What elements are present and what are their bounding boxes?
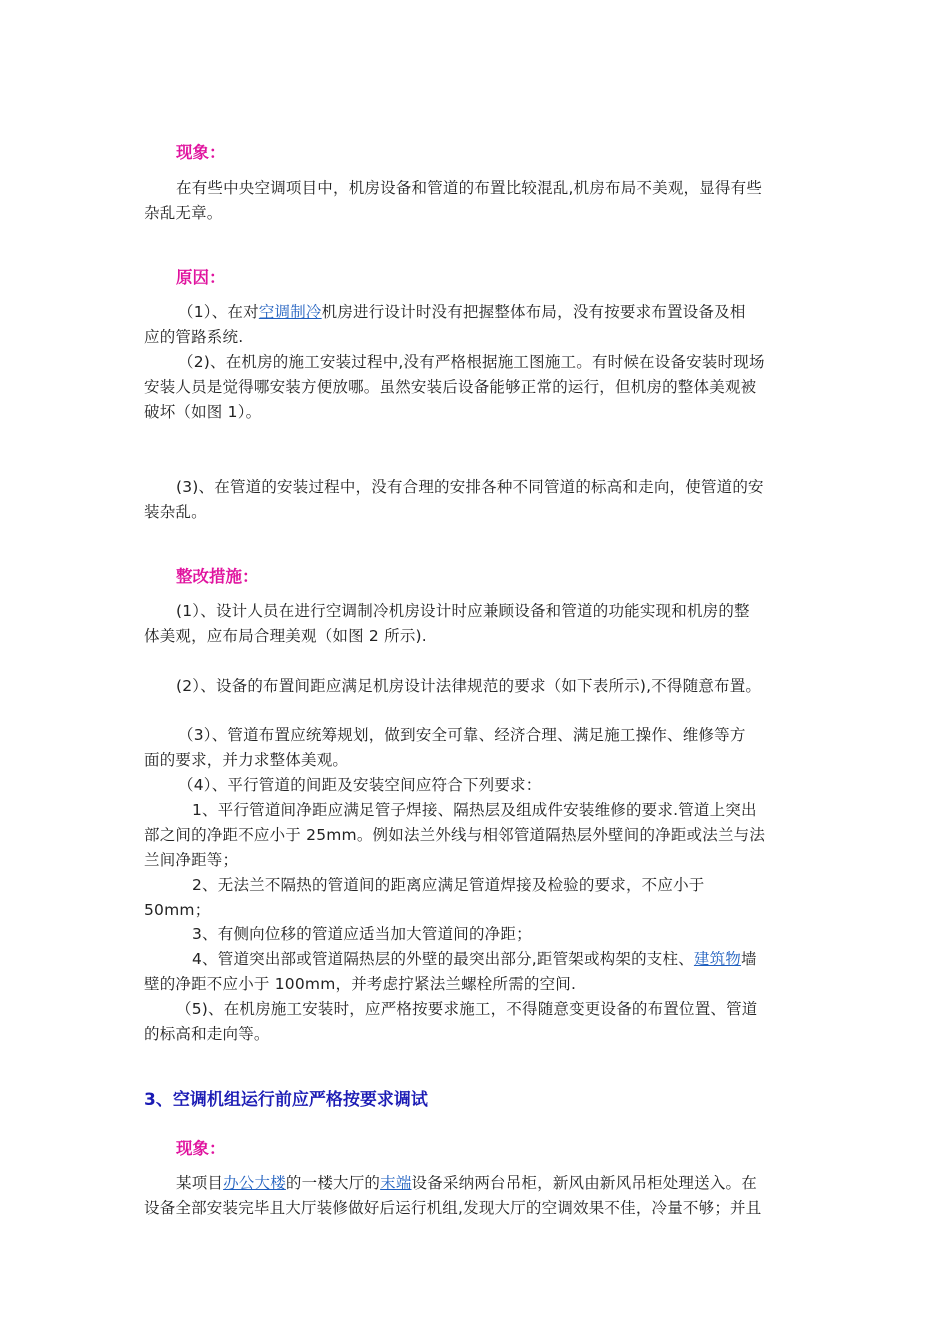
section-3-text-2: 的一楼大厅的 — [285, 1174, 381, 1192]
requirement-1-line-1: 1、平行管道间净距应满足管子焊接、隔热层及组成件安装维修的要求.管道上突出 — [192, 801, 757, 819]
phenomenon-line-2: 杂乱无章。 — [144, 204, 223, 222]
phenomenon-line-1: 在有些中央空调项目中，机房设备和管道的布置比较混乱,机房布局不美观，显得有些 — [176, 179, 763, 197]
requirement-4-suffix: 墙 — [741, 950, 757, 968]
measure-5-line-2: 的标高和走向等。 — [144, 1025, 270, 1043]
measure-3-line-1: （3）、管道布置应统筹规划，做到安全可靠、经济合理、满足施工操作、维修等方 — [178, 726, 746, 744]
cause-1-prefix: （1）、在对 — [178, 303, 259, 321]
heading-cause: 原因： — [176, 268, 226, 287]
requirement-1-line-3: 兰间净距等； — [144, 851, 239, 869]
section-3-line-2: 设备全部安装完毕且大厅装修做好后运行机组,发现大厅的空调效果不佳，冷量不够；并且 — [144, 1199, 762, 1217]
requirement-3: 3、有侧向位移的管道应适当加大管道间的净距； — [192, 925, 532, 943]
cause-1-suffix: 机房进行设计时没有把握整体布局，没有按要求布置设备及相 — [321, 303, 746, 321]
cause-1-line-1 — [178, 300, 746, 324]
measure-2: (2）、设备的布置间距应满足机房设计法律规范的要求（如下表所示),不得随意布置。 — [176, 677, 762, 695]
requirement-4-line-2: 壁的净距不应小于 100mm，并考虑拧紧法兰螺栓所需的空间. — [144, 975, 577, 993]
link-terminal[interactable]: 末端 — [380, 1174, 412, 1192]
heading-measures: 整改措施： — [176, 567, 259, 586]
measure-3-line-2: 面的要求，并力求整体美观。 — [144, 751, 349, 769]
section-3-text-1: 某项目 — [176, 1174, 224, 1192]
requirement-2-line-2: 50mm； — [144, 901, 211, 919]
cause-3-line-2: 装杂乱。 — [144, 503, 207, 521]
link-air-conditioning-refrigeration[interactable]: 空调制冷 — [258, 303, 322, 321]
link-office-building[interactable]: 办公大楼 — [223, 1174, 286, 1192]
measure-1-line-2: 体美观，应布局合理美观（如图 2 所示). — [144, 627, 427, 645]
measure-1-line-1: (1）、设计人员在进行空调制冷机房设计时应兼顾设备和管道的功能实现和机房的整 — [176, 602, 750, 620]
heading-phenomenon: 现象： — [176, 143, 226, 162]
cause-1-line-2: 应的管路系统. — [144, 328, 244, 346]
cause-3-line-1: (3)、在管道的安装过程中，没有合理的安排各种不同管道的标高和走向，使管道的安 — [176, 478, 764, 496]
requirement-4-prefix: 4、管道突出部或管道隔热层的外壁的最突出部分,距管架或构架的支柱、 — [192, 950, 694, 968]
cause-2-line-1: （2)、在机房的施工安装过程中,没有严格根据施工图施工。有时候在设备安装时现场 — [178, 353, 765, 371]
section-3-heading-phenomenon: 现象： — [176, 1139, 226, 1158]
section-3-text-3: 设备采纳两台吊柜，新风由新风吊柜处理送入。在 — [411, 1174, 757, 1192]
measure-5-line-1: （5)、在机房施工安装时，应严格按要求施工，不得随意变更设备的布置位置、管道 — [176, 1000, 758, 1018]
section-3-line-1 — [176, 1171, 757, 1195]
requirement-4-line-1 — [192, 947, 757, 971]
section-3-title: 3、空调机组运行前应严格按要求调试 — [144, 1090, 428, 1110]
link-building[interactable]: 建筑物 — [693, 950, 742, 968]
cause-2-line-3: 破坏（如图 1）。 — [144, 403, 262, 421]
requirement-1-line-2: 部之间的净距不应小于 25mm。例如法兰外线与相邻管道隔热层外壁间的净距或法兰与法 — [144, 826, 766, 844]
requirement-2-line-1: 2、无法兰不隔热的管道间的距离应满足管道焊接及检验的要求，不应小于 — [192, 876, 705, 894]
measure-4: （4）、平行管道的间距及安装空间应符合下列要求： — [178, 776, 542, 794]
cause-2-line-2: 安装人员是觉得哪安装方便放哪。虽然安装后设备能够正常的运行，但机房的整体美观被 — [144, 378, 757, 396]
